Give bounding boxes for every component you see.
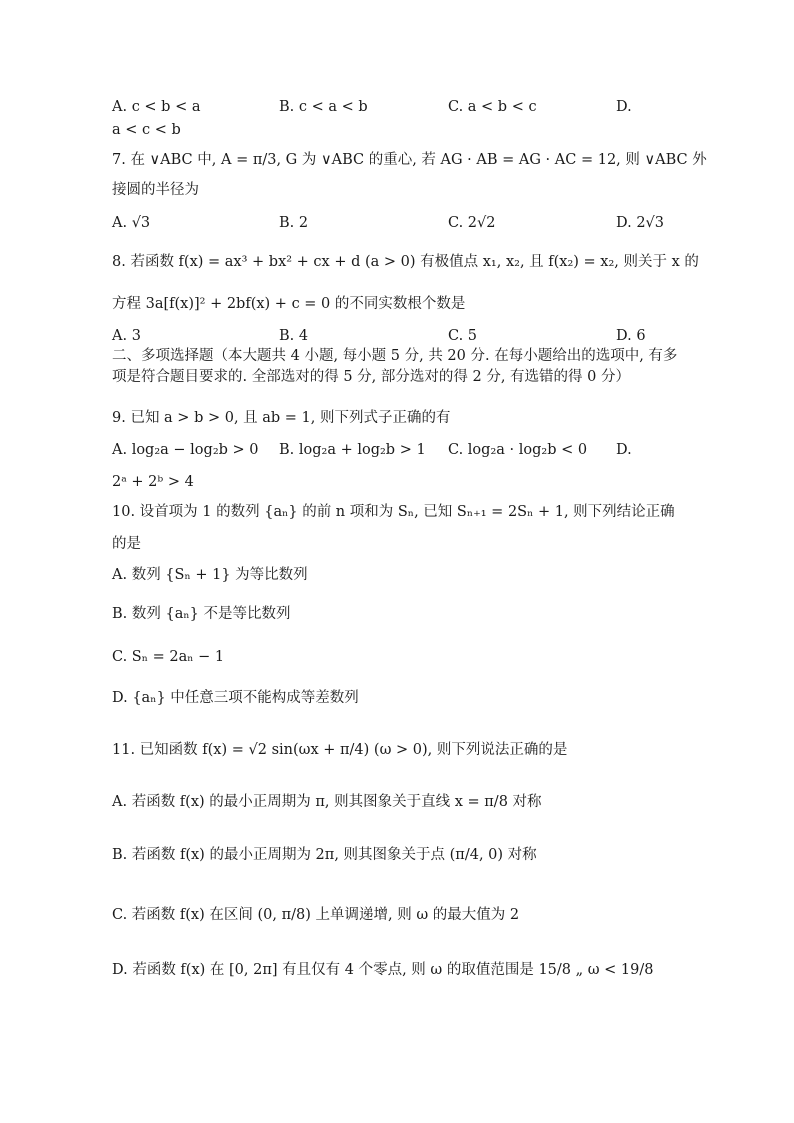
q11-option-a: A. 若函数 f(x) 的最小正周期为 π, 则其图象关于直线 x = π/8 对称 <box>112 794 542 810</box>
q6-option-a: A. c < b < a <box>112 99 201 115</box>
q9-option-a: A. log₂a − log₂b > 0 <box>112 442 259 458</box>
q6-option-b: B. c < a < b <box>279 99 368 115</box>
q8-option-a: A. 3 <box>112 328 141 344</box>
q11-stem: 11. 已知函数 f(x) = √2 sin(ωx + π/4) (ω > 0), 则下列说法正确的是 <box>112 742 568 758</box>
section-2-instructions: 二、多项选择题（本大题共 4 小题, 每小题 5 分, 共 20 分. 在每小题给出的选项中, 有多项是符合题目要求的. 全部选对的得 5 分, 部分选对的得 2 分, 有选错的得 0 分） <box>112 348 678 385</box>
q10-option-a: A. 数列 {Sₙ + 1} 为等比数列 <box>112 567 308 583</box>
q6-option-c: C. a < b < c <box>448 99 537 115</box>
q10-stem-cont: 的是 <box>112 536 141 552</box>
q8-option-b: B. 4 <box>279 328 309 344</box>
q10-option-b: B. 数列 {aₙ} 不是等比数列 <box>112 606 291 622</box>
q8-option-c: C. 5 <box>448 328 478 344</box>
q7-option-b: B. 2 <box>279 215 309 231</box>
q9-option-d-text: 2ᵃ + 2ᵇ > 4 <box>112 474 194 490</box>
q7-option-a: A. √3 <box>112 215 151 231</box>
q8-stem: 8. 若函数 f(x) = ax³ + bx² + cx + d (a > 0) 有极值点 x₁, x₂, 且 f(x₂) = x₂, 则关于 x 的 <box>112 254 699 270</box>
q9-option-c: C. log₂a · log₂b < 0 <box>448 442 588 458</box>
q7-stem-cont: 接圆的半径为 <box>112 182 199 198</box>
q10-stem: 10. 设首项为 1 的数列 {aₙ} 的前 n 项和为 Sₙ, 已知 Sₙ₊₁ = 2Sₙ + 1, 则下列结论正确 <box>112 504 675 520</box>
q11-option-c: C. 若函数 f(x) 在区间 (0, π/8) 上单调递增, 则 ω 的最大值为 2 <box>112 907 520 923</box>
q11-option-d: D. 若函数 f(x) 在 [0, 2π] 有且仅有 4 个零点, 则 ω 的取值范围是 15/8 „ ω < 19/8 <box>112 962 654 978</box>
q11-option-b: B. 若函数 f(x) 的最小正周期为 2π, 则其图象关于点 (π/4, 0) 对称 <box>112 847 537 863</box>
q7-option-d: D. 2√3 <box>616 215 665 231</box>
q8-option-d: D. 6 <box>616 328 646 344</box>
q6-option-d-text: a < c < b <box>112 122 181 138</box>
q10-option-c: C. Sₙ = 2aₙ − 1 <box>112 649 225 665</box>
q9-option-d-label: D. <box>616 442 632 458</box>
q9-stem: 9. 已知 a > b > 0, 且 ab = 1, 则下列式子正确的有 <box>112 410 451 426</box>
q6-option-d-label: D. <box>616 99 632 115</box>
q9-option-b: B. log₂a + log₂b > 1 <box>279 442 426 458</box>
q7-stem: 7. 在 ∨ABC 中, A = π/3, G 为 ∨ABC 的重心, 若 AG · AB = AG · AC = 12, 则 ∨ABC 外 <box>112 152 707 168</box>
q10-option-d: D. {aₙ} 中任意三项不能构成等差数列 <box>112 690 359 706</box>
q8-stem-cont: 方程 3a[f(x)]² + 2bf(x) + c = 0 的不同实数根个数是 <box>112 296 466 312</box>
q7-option-c: C. 2√2 <box>448 215 496 231</box>
